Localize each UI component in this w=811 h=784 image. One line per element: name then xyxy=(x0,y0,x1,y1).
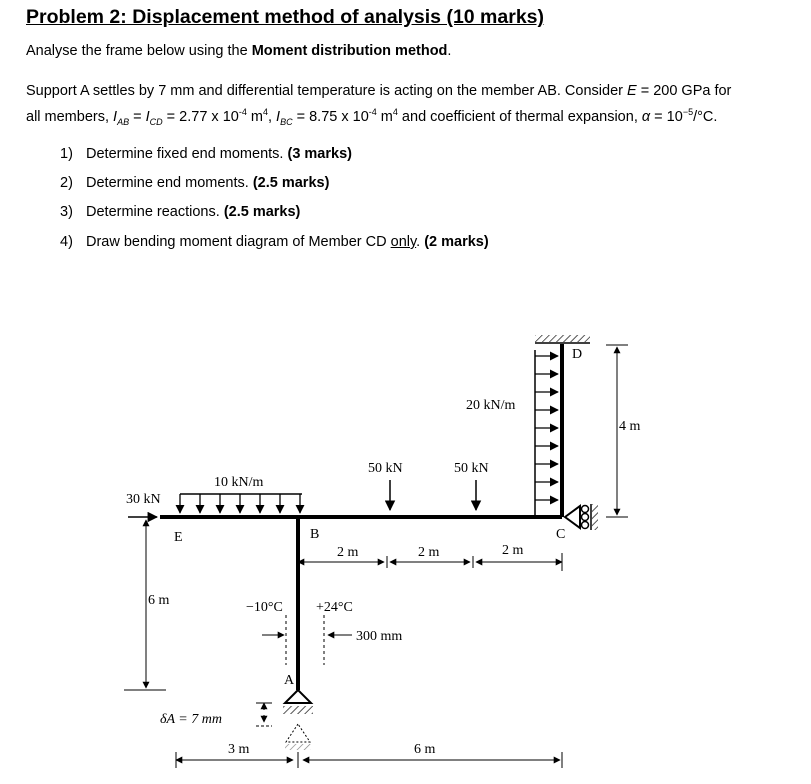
intro-suffix: . xyxy=(447,43,452,59)
intro-prefix: Analyse the frame below using the xyxy=(26,43,252,59)
support-D-icon xyxy=(535,335,590,343)
label-span-1: 2 m xyxy=(337,545,359,560)
node-A: A xyxy=(284,673,295,688)
task-item-1: 1) Determine fixed end moments. (3 marks) xyxy=(60,146,352,162)
label-span-2: 2 m xyxy=(418,545,440,560)
label-span-3: 2 m xyxy=(502,543,524,558)
label-50kN-1: 50 kN xyxy=(368,461,403,476)
node-C: C xyxy=(556,527,566,542)
label-udl-20: 20 kN/m xyxy=(466,398,516,413)
label-30kN: 30 kN xyxy=(126,492,161,507)
label-50kN-2: 50 kN xyxy=(454,461,489,476)
label-height-right: 4 m xyxy=(619,419,641,434)
intro-method: Moment distribution method xyxy=(251,43,448,59)
task-item-3: 3) Determine reactions. (2.5 marks) xyxy=(60,204,301,220)
paragraph-line-1: Support A settles by 7 mm and differential temperature is acting on the member AB. Consider E = 200 GPa for xyxy=(26,83,732,99)
label-temp-left: −10°C xyxy=(246,600,283,615)
label-base-left: 3 m xyxy=(228,742,250,757)
label-height-left: 6 m xyxy=(148,593,170,608)
node-E: E xyxy=(174,530,183,545)
depth-indicator xyxy=(262,615,352,665)
page-title: Problem 2: Displacement method of analysis (10 marks) xyxy=(26,6,545,28)
label-udl-10: 10 kN/m xyxy=(214,475,264,490)
label-depth: 300 mm xyxy=(356,629,403,644)
label-temp-right: +24°C xyxy=(316,600,353,615)
label-base-right: 6 m xyxy=(414,742,436,757)
support-C-icon xyxy=(565,504,598,530)
label-settlement: δA = 7 mm xyxy=(160,712,222,727)
node-D: D xyxy=(572,347,583,362)
udl-EB-arrows xyxy=(180,494,302,513)
task-item-4: 4) Draw bending moment diagram of Member CD only. (2 marks) xyxy=(60,234,489,250)
settlement-indicator xyxy=(256,703,272,726)
task-item-2: 2) Determine end moments. (2.5 marks) xyxy=(60,175,330,191)
udl-CD-arrows xyxy=(535,350,558,515)
support-A-icon xyxy=(283,690,313,750)
node-B: B xyxy=(310,527,320,542)
paragraph-line-2: all members, $I_{AB} = I_{CD} = 2.77$ x $10^{-4}$ $m^4$, $I_{BC} = 8.75$ x $10^{-4}$ $m^4$ and coefficient of thermal expansion, $\alpha = 10^{-5}/^\circ C$. xyxy=(26,107,718,127)
